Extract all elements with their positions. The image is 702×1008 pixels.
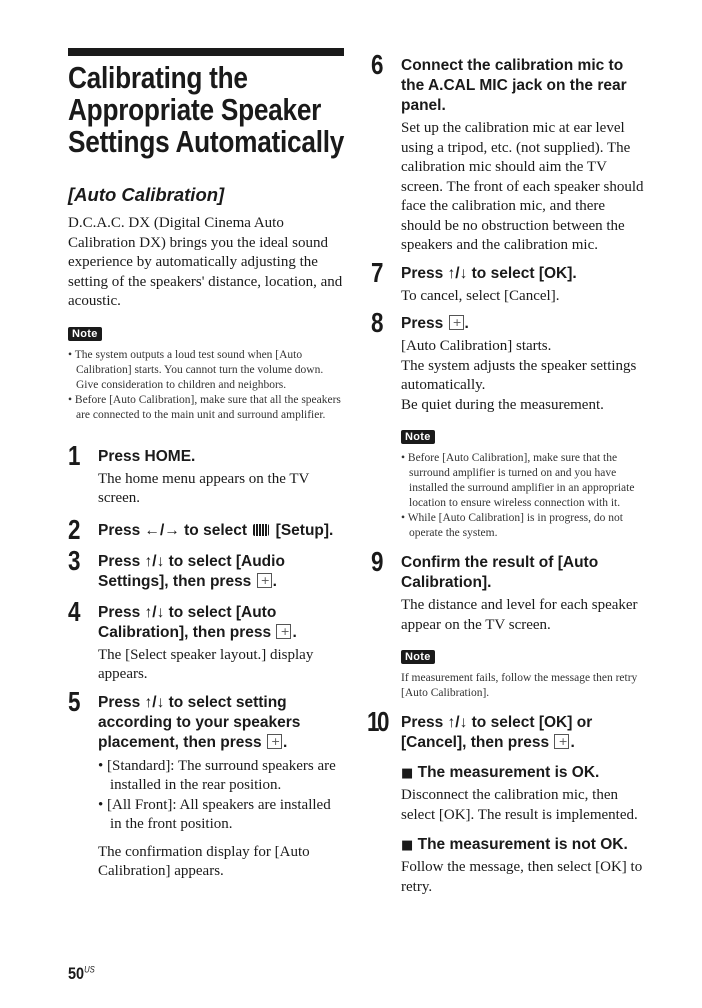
step-number: 5 (68, 685, 81, 717)
step-title: Press ↑/↓ to select [OK] or [Cancel], then press + . (401, 713, 647, 753)
enter-icon (267, 734, 282, 749)
step-title: Press ↑/↓ to select [Auto Calibration], then press + . (98, 603, 344, 643)
left-column (68, 48, 344, 882)
note-badge: Note (401, 430, 435, 444)
note-badge: Note (401, 650, 435, 664)
page-title: Calibrating the Appropriate Speaker Settings Automatically (68, 61, 345, 159)
step-5 (68, 685, 344, 882)
step-10 (367, 706, 647, 897)
step-number: 1 (68, 439, 81, 471)
step-body: The home menu appears on the TV screen. (98, 470, 310, 506)
note-item: • While [Auto Calibration] is in progress, do not operate the system. (401, 512, 623, 539)
step-body: The system adjusts the speaker settings automatically. (401, 357, 637, 393)
step-7 (371, 256, 647, 307)
step-number: 9 (371, 546, 384, 577)
option-all-front: • [All Front]: All speakers are installed in the front position. (98, 796, 331, 832)
enter-icon (449, 315, 464, 330)
step-2 (68, 513, 344, 545)
square-bullet-icon: ■ (401, 766, 414, 781)
step-body: Be quiet during the measurement. (401, 396, 604, 413)
right-column (367, 49, 647, 897)
step-title: Confirm the result of [Auto Calibration]. (401, 554, 599, 591)
step-number: 6 (371, 49, 384, 80)
step-title: Press ↑/↓ to select [Audio Settings], then press + . (98, 552, 344, 592)
square-bullet-icon: ■ (401, 838, 414, 853)
note-item: • The system outputs a loud test sound when [Auto Calibration] starts. You cannot turn the volume down. Give consideration to children and neighbors. (68, 348, 324, 391)
step-6 (371, 49, 647, 256)
step-title: Press ↑/↓ to select setting according to your speakers placement, then press + . (98, 693, 344, 753)
note-badge: Note (68, 327, 102, 341)
option-standard: • [Standard]: The surround speakers are installed in the rear position. (98, 757, 336, 793)
step-1 (68, 439, 344, 509)
result-ng-heading: ■ The measurement is not OK. (401, 836, 628, 853)
step-title: Press ↑/↓ to select [OK]. (401, 264, 577, 282)
note-text-3: If measurement fails, follow the message then retry [Auto Calibration]. (401, 672, 638, 699)
enter-icon (554, 734, 569, 749)
step-body: The confirmation display for [Auto Calibration] appears. (98, 843, 310, 879)
step-title: Press HOME. (98, 447, 196, 465)
page-number: $50^{US}$ (68, 964, 95, 983)
enter-icon (257, 573, 272, 588)
note-item: • Before [Auto Calibration], make sure that all the speakers are connected to the main unit and surround amplifier. (68, 393, 341, 421)
step-title: Press ←/→ to select [Setup]. (98, 521, 334, 539)
toolbox-icon (253, 524, 269, 536)
step-number: 8 (371, 307, 384, 338)
step-body: The [Select speaker layout.] display appears. (98, 646, 314, 682)
result-ng-body: Follow the message, then select [OK] to retry. (401, 859, 643, 895)
page-subtitle: [Auto Calibration] (68, 184, 225, 205)
step-number: 3 (68, 544, 81, 576)
step-title: Connect the calibration mic to the A.CAL MIC jack on the rear panel. (401, 57, 627, 114)
enter-icon (276, 624, 291, 639)
result-ok-body: Disconnect the calibration mic, then select [OK]. The result is implemented. (401, 787, 638, 823)
step-number: 10 (367, 706, 388, 737)
step-8 (371, 307, 647, 541)
title-rule (68, 48, 344, 56)
step-3 (68, 544, 344, 592)
step-body: The distance and level for each speaker appear on the TV screen. (401, 597, 638, 633)
note-list-2 (401, 451, 647, 541)
note-list-1 (68, 348, 344, 423)
step-title: Press + . (401, 314, 647, 334)
step-body: To cancel, select [Cancel]. (401, 287, 560, 304)
result-ok-heading: ■ The measurement is OK. (401, 764, 600, 781)
step-9 (371, 546, 647, 701)
step-number: 4 (68, 595, 81, 627)
note-item: • Before [Auto Calibration], make sure that the surround amplifier is turned on and you have installed the surround amplifier in an appropriate location to ensure wireless connection with it. (401, 452, 635, 509)
step-4 (68, 595, 344, 685)
option-list (98, 757, 344, 835)
intro-text: D.C.A.C. DX (Digital Cinema Auto Calibration DX) brings you the ideal sound experience by automatically adjusting the setting of the speakers' distance, location, and acoustic. (68, 215, 343, 309)
step-number: 7 (371, 256, 384, 288)
step-number: 2 (68, 513, 81, 545)
step-body: [Auto Calibration] starts. (401, 338, 552, 354)
step-body: Set up the calibration mic at ear level using a tripod, etc. (not supplied). The calibration mic should aim the TV screen. The front of each speaker should face the calibration mic, and there should be no obstruction between the speakers and the calibration mic. (401, 120, 644, 253)
